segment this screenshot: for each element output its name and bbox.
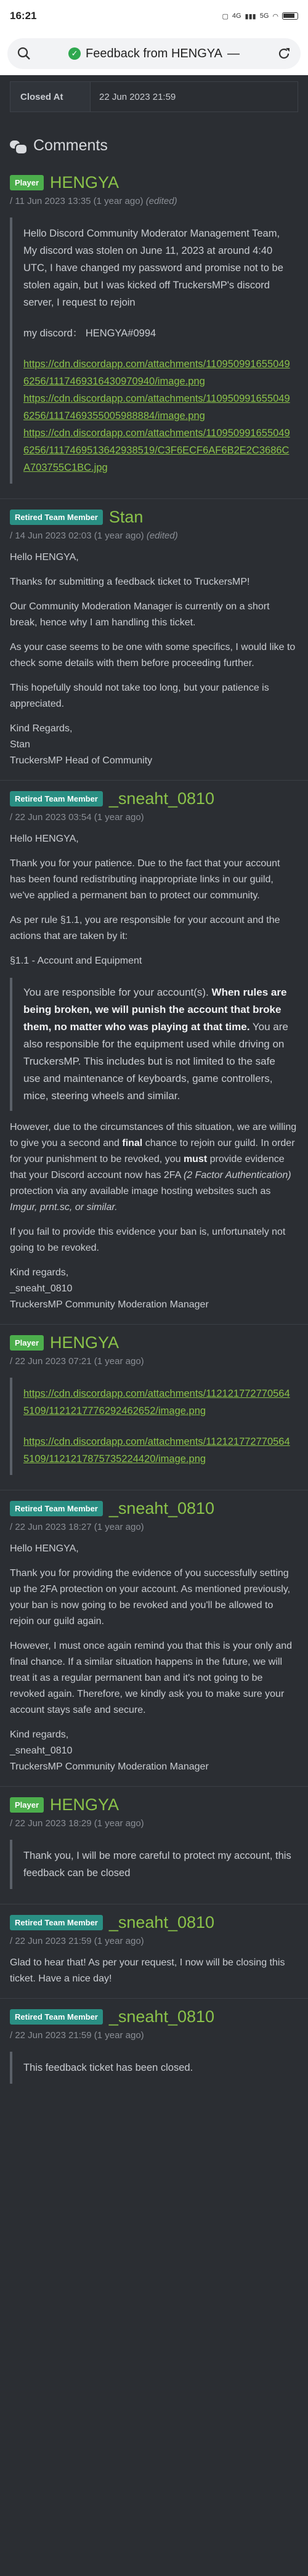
battery-icon [282,12,298,20]
comment-meta [10,196,298,206]
comment-text: Hello HENGYA, [10,834,79,844]
comment-text: As your case seems to be one with some specifics, I would like to check some details with them before proceeding further. [10,642,296,668]
comment [0,1490,308,1786]
username-link[interactable]: Stan [108,508,144,526]
comment-timestamp: / 22 Jun 2023 03:54 (1 year ago) [10,812,144,823]
comment-text: Our Community Moderation Manager is currently on a short break, hence why I am handling this ticket. [10,601,270,628]
comment-quote [10,217,298,484]
rule-text: You are also responsible for the equipment used while driving on TruckersMP. This includes but is not limited to the safe use and maintenance of keyboards, game controllers, mice, steering wheels and similar. [23,1021,288,1102]
username-link[interactable]: _sneaht_0810 [108,1913,215,1932]
text-run-italic: Imgur, prnt.sc, or similar. [10,1202,118,1213]
username-link[interactable]: _sneaht_0810 [108,2007,215,2026]
role-badge: Retired Team Member [10,510,103,525]
comment [0,498,308,780]
comments-header [10,137,298,155]
secure-shield-icon: ✓ [68,47,81,60]
signature-line: Kind regards, [10,1729,69,1740]
ticket-info-table [10,81,298,112]
comments-title: Comments [33,137,108,154]
page-title[interactable] [38,47,270,61]
rule-text-bold: When rules are being broken, we will punish the account that broke them, no matter who was playing at that time. [23,986,287,1033]
comment [0,1786,308,1904]
role-badge: Player [10,175,44,190]
comment [0,780,308,1324]
comment-text [10,1119,298,1216]
signature-line: TruckersMP Community Moderation Manager [10,1761,209,1772]
comment-text: This hopefully should not take too long, but your patience is appreciated. [10,683,269,709]
closed-at-value: 22 Jun 2023 21:59 [99,91,176,102]
search-icon[interactable] [16,46,32,62]
attachment-link[interactable]: https://cdn.discordapp.com/attachments/1109509916550496256/1117469355005988884/image.png [23,393,290,421]
signature-line: _sneaht_0810 [10,1745,73,1756]
browser-toolbar [0,32,308,75]
signature [10,721,298,769]
page-title-text: Feedback from HENGYA [86,46,222,60]
comment-text: This feedback ticket has been closed. [23,2062,193,2073]
signal-icon: ▮▮▮ [245,12,256,20]
text-run: provide evidence that your Discord account now has 2FA [10,1154,285,1180]
text-run: protection via any available image hosting websites such as [10,1186,271,1197]
attachment-link[interactable]: https://cdn.discordapp.com/attachments/1121217727705645109/1121217776292462652/image.png [23,1388,290,1416]
comment-text: Thanks for submitting a feedback ticket to TruckersMP! [10,577,250,587]
role-badge: Player [10,1335,44,1351]
closed-at-label: Closed At [10,82,91,112]
role-badge: Retired Team Member [10,1915,103,1930]
closed-at-row [10,82,298,112]
comment-timestamp: / 14 Jun 2023 02:03 (1 year ago) [10,530,144,541]
reload-icon[interactable] [276,46,292,62]
comment [0,165,308,498]
attachment-link[interactable]: https://cdn.discordapp.com/attachments/1121217727705645109/1121217875735224420/image.png [23,1436,290,1465]
comment-quote [10,2052,298,2084]
signature [10,1727,298,1775]
comment-text: Hello Discord Community Moderator Management Team, My discord was stolen on June 11, 2023 at around 4:40 UTC, I have changed my password and promise not to be stolen again, but I was kicked off TruckersMP's discord server, I request to rejoin [23,228,283,308]
signature [10,1265,298,1313]
comment-text: Glad to hear that! As per your request, I now will be closing this ticket. Have a nice day! [10,1957,285,1984]
comment-quote [10,1840,298,1889]
role-badge: Retired Team Member [10,2009,103,2025]
text-run-italic: (2 Factor Authentication) [183,1170,291,1180]
role-badge: Retired Team Member [10,1501,103,1516]
title-separator: — [227,46,240,60]
rule-text: You are responsible for your account(s). [23,986,209,998]
edited-label: (edited) [146,530,178,541]
network-type-2: 5G [259,12,269,20]
comment-timestamp: / 22 Jun 2023 21:59 (1 year ago) [10,1936,144,1946]
comment-text: Thank you for providing the evidence of you successfully setting up the 2FA protection on your account. As mentioned previously, your ban is now going to be revoked and you'll be allowed to rejoin our guild again. [10,1568,291,1627]
comments-list [0,165,308,2099]
nfc-icon: ▢ [222,12,229,20]
username-link[interactable]: _sneaht_0810 [108,1499,215,1518]
network-type-1: 4G [232,12,241,20]
username-link[interactable]: _sneaht_0810 [108,789,215,808]
comment-quote [10,1378,298,1475]
role-badge: Retired Team Member [10,791,103,807]
signature-line: Kind Regards, [10,723,73,734]
signature-line: TruckersMP Head of Community [10,755,153,766]
comment-text: As per rule §1.1, you are responsible for your account and the actions that are taken by it: [10,915,280,941]
comments-icon [10,139,26,153]
comment [0,1998,308,2099]
username-link[interactable]: HENGYA [50,1795,120,1814]
comment-timestamp: / 11 Jun 2023 13:35 (1 year ago) [10,196,144,206]
comment-text: However, I must once again remind you that this is your only and final chance. If a similar situation happens in the future, we will treat it as a regular permanent ban and it's not going to be revoked again. Therefore, we kindly ask you to make sure your account stays safe and secure. [10,1641,293,1715]
comment-text: my discord： HENGYA#0994 [23,328,156,339]
comment-text: Hello HENGYA, [10,552,79,563]
comment [0,1324,308,1490]
comment-timestamp: / 22 Jun 2023 18:29 (1 year ago) [10,1818,144,1829]
attachment-link[interactable]: https://cdn.discordapp.com/attachments/1109509916550496256/1117469316430970940/image.png [23,359,290,387]
username-link[interactable]: HENGYA [50,1333,120,1352]
role-badge: Player [10,1797,44,1813]
comment-timestamp: / 22 Jun 2023 18:27 (1 year ago) [10,1522,144,1532]
comment-text: Hello HENGYA, [10,1543,79,1554]
comment [0,1904,308,1998]
status-bar [0,0,308,32]
comment-timestamp: / 22 Jun 2023 21:59 (1 year ago) [10,2030,144,2041]
comment-meta [10,530,298,541]
signature-line: _sneaht_0810 [10,1283,73,1294]
rule-quote [10,978,298,1111]
edited-label: (edited) [145,196,177,206]
url-bar[interactable] [7,38,301,69]
comment-text: Thank you for your patience. Due to the fact that your account has been found redistributing inappropriate links in our guild, we've applied a permanent ban to protect our community. [10,858,280,901]
username-link[interactable]: HENGYA [50,173,120,192]
clock: 16:21 [10,10,37,22]
text-run-bold: final [122,1138,143,1148]
rule-heading: §1.1 - Account and Equipment [10,956,142,966]
signature-line: Kind regards, [10,1267,69,1278]
wifi-icon: ◠ [272,12,278,20]
signature-line: Stan [10,739,30,750]
signature-line: TruckersMP Community Moderation Manager [10,1299,209,1310]
comment-text: If you fail to provide this evidence your ban is, unfortunately not going to be revoked. [10,1227,286,1253]
comment-text: Thank you, I will be more careful to protect my account, this feedback can be closed [23,1850,291,1879]
comment-timestamp: / 22 Jun 2023 07:21 (1 year ago) [10,1356,144,1367]
text-run-bold: must [183,1154,208,1164]
text-run: However, due to the circumstances of this situation, we are willing to give you a second and [10,1122,297,1148]
text-run: chance to rejoin our guild. In order for your punishment to be revoked, you [10,1138,295,1164]
system-icons [222,12,298,20]
attachment-link[interactable]: https://cdn.discordapp.com/attachments/1109509916550496256/1117469513642938519/C3F6ECF6AF6B2E2C3686CA703755C1BC.jpg [23,428,290,473]
